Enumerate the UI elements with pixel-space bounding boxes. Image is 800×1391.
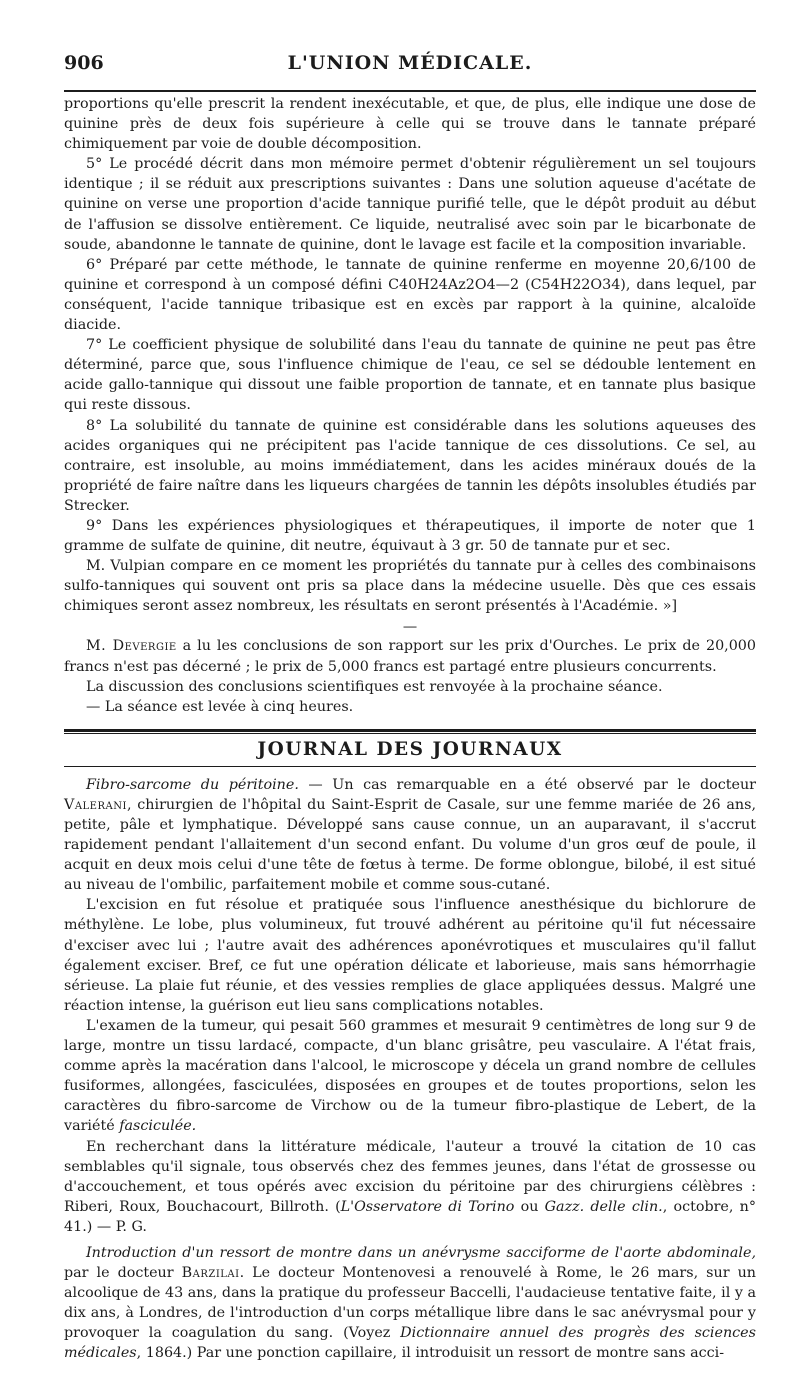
paragraph: 5° Le procédé décrit dans mon mémoire permet d'obtenir régulièrement un sel toujours identique ; il se réduit aux prescriptions suivantes : Dans une solution aqueuse d'acétate de quinine on verse une proportion d'acide tannique purifié telle, que le dépôt produit au début de l'affusion se dissolve entièrement. Ce liquide, neutralisé avec soin par le bicarbonate de soude, abandonne le tannate de quinine, dont le lavage est facile et la composition invariable. [64,156,756,253]
paragraph: 6° Préparé par cette méthode, le tannate de quinine renferme en moyenne 20,6/100 de quinine et correspond à un composé défini C40H24Az2O4—2 (C54H22O34), dans lequel, par conséquent, l'acide tannique tribasique est en excès par rapport à la quinine, alcaloïde diacide. [64,256,756,334]
text-run: , 1864.) Par une ponction capillaire, il introduisit un ressort de montre sans acci- [136,1345,725,1362]
article-paragraph [64,775,756,896]
text-run: , chirurgien de l'hôpital du Saint-Esprit de Casale, sur une femme mariée de 26 ans, petite, pâle et lymphatique. Développé sans cause connue, un an auparavant, il s'accrut rapidement pendant l'allaitement d'un second enfant. Du volume d'un gros œuf de poule, il acquit en deux mois celui d'une tête de fœtus à terme. De forme oblongue, bilobé, il est situé au niveau de l'ombilic, parfaitement mobile et comme sous-cutané. [64,796,756,894]
page-header [64,52,756,84]
article-title: Introduction d'un ressort de montre dans un anévrysme sacciforme de l'aorte abdominale, [86,1244,756,1261]
paragraph: 7° Le coefficient physique de solubilité dans l'eau du tannate de quinine ne peut pas être déterminé, parce que, sous l'influence chimique de l'eau, ce sel se dédouble lentement en acide gallo-tannique qui dissout une faible proportion de tannate, et en tannate plus basique qui reste dissous. [64,337,756,414]
paragraph: 8° La solubilité du tannate de quinine est considérable dans les solutions aqueuses des acides organiques qui ne précipitent pas l'acide tannique de ces dissolutions. Ce sel, au contraire, est insoluble, au moins immédiatement, dans les acides minéraux doués de la propriété de faire naître dans les liqueurs chargées de tannin les dépôts insolubles étudiés par Strecker. [64,417,756,514]
text-run: ou [514,1198,545,1215]
text-run: . Le docteur Montenovesi a renouvelé à Rome, le 26 mars, sur un alcoolique de 43 ans, dans la pratique du professeur Baccelli, l'audacieuse tentative faite, il y a dix ans, à Londres, de l'introduction d'un corps métallique libre dans le sac anévrysmal pour y provoquer la coagulation du sang. (Voyez [64,1265,756,1342]
source-title: L'Osservatore di Torino [340,1198,515,1215]
text-run: L'examen de la tumeur, qui pesait 560 grammes et mesurait 9 centimètres de long sur 9 de large, montre un tissu lardacé, compacte, d'un blanc grisâtre, peu vasculaire. A l'état frais, comme après la macération dans l'alcool, le microscope y décela un grand nombre de cellules fusiformes, allongées, fasciculées, disposées en groupes et de toutes proportions, selon les caractères du fibro-sarcome de Virchow ou de la tumeur fibro-plastique de Lebert, de la variété [64,1017,756,1135]
text-run: par le docteur [64,1265,182,1282]
article-paragraph [64,1016,756,1137]
article-paragraph [64,1137,756,1237]
section-title: JOURNAL DES JOURNAUX [257,738,563,760]
paragraph: 9° Dans les expériences physiologiques et thérapeutiques, il importe de noter que 1 gramme de sulfate de quinine, dit neutre, équivaut à 3 gr. 50 de tannate pur et sec. [64,517,756,555]
separator-dash: — [402,619,418,636]
academy-report-continuation [64,94,756,717]
article-title: Fibro-sarcome du péritoine. [86,776,299,793]
paragraph: — La séance est levée à cinq heures. [86,698,354,715]
paragraph: La discussion des conclusions scientifiques est renvoyée à la prochaine séance. [86,678,663,695]
paragraph-text: a lu les conclusions de son rapport sur les prix d'Ourches. Le prix de 20,000 francs n'est pas décerné ; le prix de 5,000 francs est partagé entre plusieurs concurrents. [64,638,757,675]
page-number: 906 [64,52,104,74]
section-title-rule [64,766,756,767]
paragraph: proportions qu'elle prescrit la rendent inexécutable, et que, de plus, elle indique une dose de quinine près de deux fois supérieure à celle qui se trouve dans le tannate préparé chimiquement par voie de double décomposition. [64,96,756,153]
author-name: Barzilai [181,1265,240,1282]
section-divider-thin [64,733,756,734]
section-divider-thick [64,729,756,732]
journal-articles [64,775,756,1364]
text-run: — Un cas remarquable en a été observé par le docteur [298,776,756,793]
paragraph: M. Vulpian compare en ce moment les propriétés du tannate pur à celles des combinaisons sulfo-tanniques qui souvent ont pris sa place dans la médecine usuelle. Dès que ces essais chimiques seront assez nombreux, les résultats en seront présentés à l'Académie. »] [64,558,756,615]
paragraph [64,636,756,676]
speaker-name: M. Devergie [86,638,177,655]
header-rule [64,90,756,92]
italic-term: fasciculée. [119,1118,197,1135]
text-run: , octobre, n° 41.) — P. G. [64,1198,757,1235]
article-paragraph: L'excision en fut résolue et pratiquée sous l'influence anesthésique du bichlorure de méthylène. Le lobe, plus volumineux, fut trouvé adhérent au péritoine qu'il fut nécessaire d'exciser avec lui ; l'autre avait des adhérences aponévrotiques et musculaires qu'il fallut également exciser. Bref, ce fut une opération délicate et laborieuse, mais sans hémorrhagie sérieuse. La plaie fut réunie, et des vessies remplies de glace appliquées dessus. Malgré une réaction intense, la guérison eut lieu sans complications notables. [64,897,756,1014]
article-paragraph [64,1243,756,1364]
running-title: L'UNION MÉDICALE. [287,52,533,74]
source-title: Dictionnaire annuel des progrès des sciences médicales [64,1325,756,1362]
text-run: En recherchant dans la littérature médicale, l'auteur a trouvé la citation de 10 cas semblables qu'il signale, tous observés chez des femmes jeunes, dans l'état de grossesse ou d'accouchement, et tous opérés avec excision du péritoine par des chirurgiens célèbres : Riberi, Roux, Bouchacourt, Billroth. ( [64,1138,756,1215]
author-name: Valerani [64,796,127,813]
source-title: Gazz. delle clin. [544,1198,663,1215]
